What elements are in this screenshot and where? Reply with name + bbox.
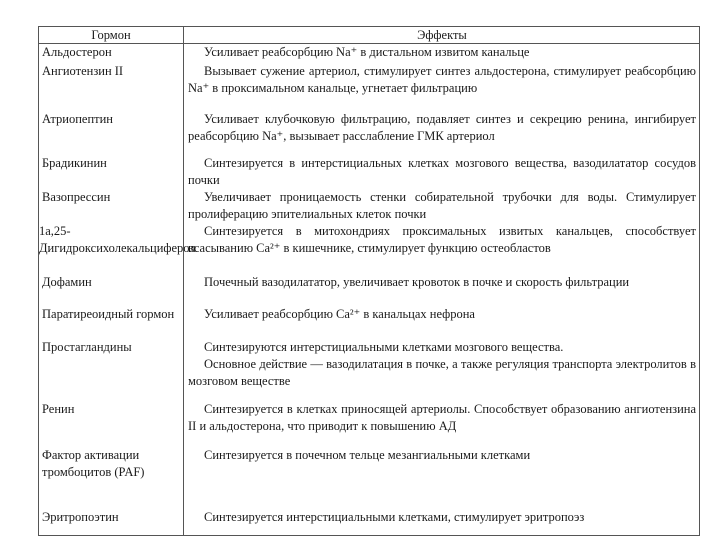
effect-cell: [188, 189, 696, 223]
hormone-cell: [39, 223, 196, 257]
effect-cell: [188, 63, 696, 97]
effect-text: Синтезируется интерстициальными клетками, стимулирует эритропоэз: [204, 510, 585, 524]
hormone-effects-table: [38, 26, 700, 536]
effect-text: Усиливает клубочковую фильтрацию, подавляет синтез и секрецию ренина, ингибирует реабсорбцию Na⁺, вызывает расслабление ГМК артериол: [188, 112, 696, 143]
effect-text: Вызывает сужение артериол, стимулирует синтез альдостерона, стимулирует реабсорбцию Na⁺ в проксимальном канальце, угнетает фильтрацию: [188, 64, 696, 95]
header-effects: Эффекты: [417, 28, 467, 42]
effect-cell: [188, 274, 696, 291]
hormone-cell: Простагландины: [42, 340, 132, 354]
effect-cell: [188, 306, 696, 323]
column-divider: [183, 27, 184, 535]
header-hormone: Гормон: [91, 28, 131, 42]
effect-text: Увеличивает проницаемость стенки собирательной трубочки для воды. Стимулирует пролиферацию эпителиальных клеток почки: [188, 190, 696, 221]
hormone-cell: Эритропоэтин: [42, 510, 119, 524]
effect-cell: [188, 447, 696, 464]
hormone-cell: Фактор активации тромбоцитов (PAF): [42, 448, 145, 479]
effect-cell: [188, 339, 696, 390]
hormone-cell: Альдостерон: [42, 45, 112, 59]
hormone-cell: Ренин: [42, 402, 75, 416]
effect-cell: [188, 111, 696, 145]
effect-text: Синтезируется в клетках приносящей артериолы. Способствует образованию ангиотензина II и альдостерона, что приводит к повышению АД: [188, 402, 696, 433]
hormone-cell: Атриопептин: [42, 112, 113, 126]
effect-text: Синтезируется в митохондриях проксимальных извитых канальцев, способствует всасыванию Ca²⁺ в кишечнике, стимулирует функцию остеобластов: [188, 224, 696, 255]
effect-text: Усиливает реабсорбцию Na⁺ в дистальном извитом канальце: [204, 45, 530, 59]
hormone-cell: Брадикинин: [42, 156, 107, 170]
effect-text: Усиливает реабсорбцию Ca²⁺ в канальцах нефрона: [204, 307, 475, 321]
effect-text: Синтезируется в почечном тельце мезангиальными клетками: [204, 448, 531, 462]
effect-text: Синтезируются интерстициальными клетками мозгового вещества.: [204, 340, 564, 354]
effect-cell: [188, 155, 696, 189]
effect-cell: [188, 401, 696, 435]
effect-text: Основное действие — вазодилатация в почке, а также регуляция транспорта электролитов в мозговом веществе: [188, 357, 696, 388]
effect-text: Синтезируется в интерстициальных клетках мозгового вещества, вазодилататор сосудов почки: [188, 156, 696, 187]
effect-cell: [188, 44, 696, 61]
hormone-cell: Ангиотензин II: [42, 64, 124, 78]
hormone-text: 1а,25-Дигидроксихолекальциферол: [39, 224, 196, 255]
effect-cell: [188, 509, 696, 526]
hormone-cell: Паратиреоидный гормон: [42, 307, 175, 321]
hormone-cell: Вазопрессин: [42, 190, 111, 204]
hormone-cell: Дофамин: [42, 275, 92, 289]
effect-text: Почечный вазодилататор, увеличивает кровоток в почке и скорость фильтрации: [204, 275, 630, 289]
effect-cell: [188, 223, 696, 257]
